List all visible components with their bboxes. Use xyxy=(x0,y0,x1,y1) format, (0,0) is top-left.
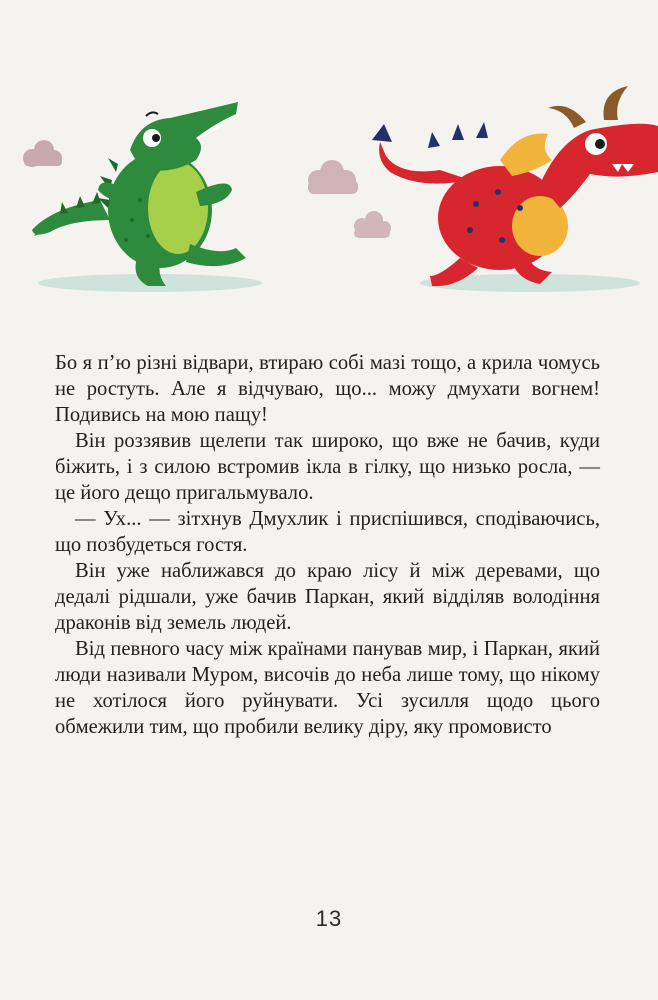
paragraph: Він роззявив щелепи так широко, що вже не бачив, куди біжить, і з силою встромив ікла в гілку, що низько росла, — це його дещо пригальмувало. xyxy=(55,430,600,504)
dragons-svg xyxy=(0,80,658,310)
dust-cloud-left xyxy=(23,140,62,167)
body-text xyxy=(55,350,600,740)
paragraph: Від певного часу між країнами панував мир, і Паркан, який люди називали Муром, височів до неба лише тому, що нікому не хотілося його руйнувати. Усі зусилля щодо цього обмежили тим, що пробили велику діру, яку промовисто xyxy=(55,638,600,738)
paragraph: Бо я п’ю різні відвари, втираю собі мазі тощо, а крила чомусь не ростуть. Але я відчуваю, що... можу дмухати вогнем! Подивись на мою пащу! xyxy=(55,352,600,426)
green-dragon xyxy=(32,102,246,286)
red-dragon xyxy=(372,86,658,286)
dust-cloud-small xyxy=(354,211,391,238)
page-number: 13 xyxy=(315,906,343,931)
dragons-illustration xyxy=(0,80,658,310)
paragraph: Він уже наближався до краю лісу й між деревами, що дедалі рідшали, уже бачив Паркан, який відділяв володіння драконів від земель людей. xyxy=(55,560,600,634)
dust-cloud-middle xyxy=(308,160,358,194)
paragraph: — Ух... — зітхнув Дмухлик і приспішився, сподіваючись, що позбудеться гостя. xyxy=(55,508,600,556)
